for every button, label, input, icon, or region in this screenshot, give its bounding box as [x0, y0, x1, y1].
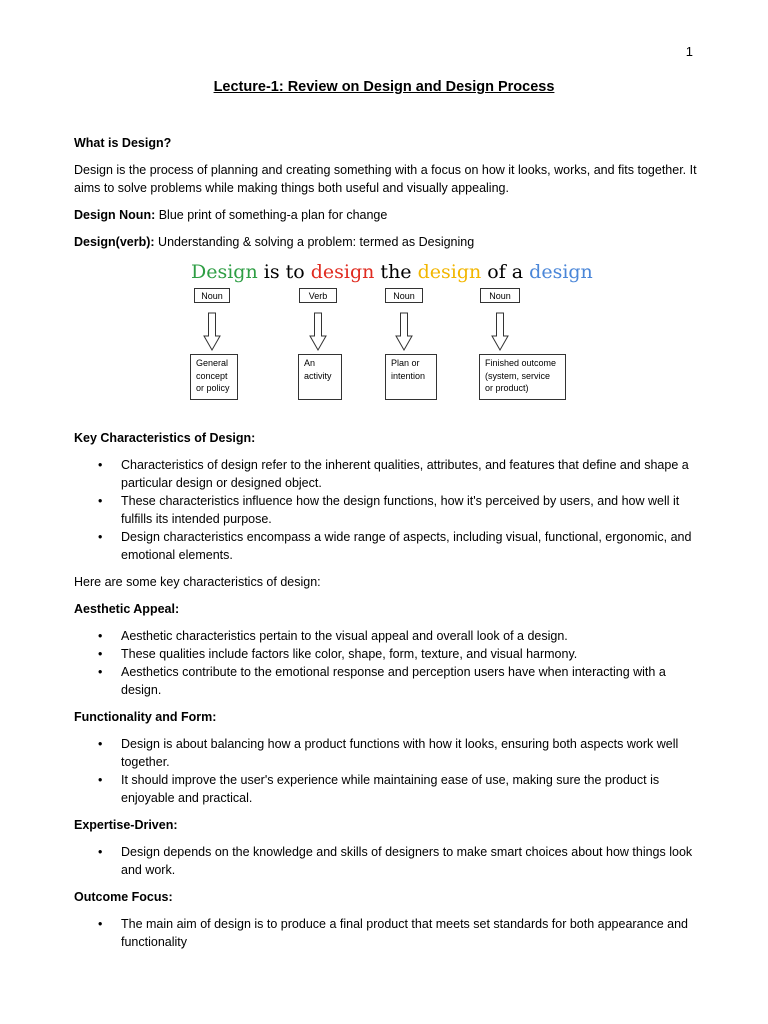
list-item-text: These qualities include factors like color, shape, form, texture, and visual harmony.: [121, 647, 578, 661]
design-diagram: [74, 260, 704, 420]
list-item: [74, 735, 704, 771]
bullet-icon: •: [98, 629, 103, 643]
list-item: [74, 456, 704, 492]
list-item: [74, 645, 704, 663]
diagram-title-word: design: [310, 261, 375, 283]
list-item: [74, 528, 704, 564]
list-item-text: Design characteristics encompass a wide range of aspects, including visual, functional, ergonomic, and emotional elements.: [121, 530, 692, 562]
diagram-title-word: Design: [191, 261, 258, 283]
outcome-focus-list: [74, 915, 704, 951]
down-arrow-icon: [308, 312, 328, 352]
diagram-label-box: Noun: [480, 288, 520, 303]
what-is-design-heading: What is Design?: [74, 136, 172, 150]
design-noun-label: Design Noun:: [74, 208, 156, 222]
bullet-icon: •: [98, 458, 103, 472]
diagram-title-word: design: [529, 261, 593, 283]
down-arrow-icon: [394, 312, 414, 352]
list-item-text: Aesthetic characteristics pertain to the visual appeal and overall look of a design.: [121, 629, 568, 643]
list-item: [74, 843, 704, 879]
diagram-label-box: Noun: [194, 288, 230, 303]
down-arrow-icon: [490, 312, 510, 352]
bullet-icon: •: [98, 530, 103, 544]
list-item: [74, 663, 704, 699]
diagram-label-box: Verb: [299, 288, 337, 303]
key-characteristics-intro: Here are some key characteristics of design:: [74, 575, 321, 589]
diagram-title-word: the: [374, 261, 418, 283]
functionality-form-heading: Functionality and Form:: [74, 710, 217, 724]
list-item: [74, 915, 704, 951]
page-title: Lecture-1: Review on Design and Design Process: [213, 79, 555, 95]
bullet-icon: •: [98, 773, 103, 787]
diagram-outcome-box: An activity: [298, 354, 342, 400]
bullet-icon: •: [98, 494, 103, 508]
page-number: 1: [685, 44, 693, 59]
functionality-form-list: [74, 735, 704, 807]
bullet-icon: •: [98, 737, 103, 751]
diagram-outcome-box: General concept or policy: [190, 354, 238, 400]
bullet-icon: •: [98, 845, 103, 859]
list-item-text: Design is about balancing how a product functions with how it looks, ensuring both aspects work well together.: [121, 737, 679, 769]
bullet-icon: •: [98, 665, 103, 679]
bullet-icon: •: [98, 647, 103, 661]
key-characteristics-heading: Key Characteristics of Design:: [74, 431, 256, 445]
down-arrow-icon: [202, 312, 222, 352]
diagram-outcome-box: Plan or intention: [385, 354, 437, 400]
design-verb-text: Understanding & solving a problem: termed as Designing: [154, 235, 475, 249]
what-is-design-text: Design is the process of planning and creating something with a focus on how it looks, works, and fits together. It aims to solve problems while making things both useful and visually appealing.: [74, 163, 697, 195]
outcome-focus-heading: Outcome Focus:: [74, 890, 173, 904]
design-noun-text: Blue print of something-a plan for change: [155, 208, 388, 222]
diagram-title-word: of a: [481, 261, 530, 283]
list-item-text: Design depends on the knowledge and skills of designers to make smart choices about how things look and work.: [121, 845, 693, 877]
list-item-text: It should improve the user's experience while maintaining ease of use, making sure the product is enjoyable and practical.: [121, 773, 660, 805]
list-item: [74, 492, 704, 528]
expertise-driven-heading: Expertise-Driven:: [74, 818, 178, 832]
aesthetic-appeal-list: [74, 627, 704, 699]
design-noun-definition: [74, 206, 704, 224]
diagram-outcome-box: Finished outcome (system, service or product): [479, 354, 566, 400]
bullet-icon: •: [98, 917, 103, 931]
design-verb-label: Design(verb):: [74, 235, 155, 249]
diagram-title-word: design: [417, 261, 482, 283]
diagram-title-word: is to: [257, 261, 311, 283]
diagram-title: [191, 260, 593, 284]
list-item-text: The main aim of design is to produce a final product that meets set standards for both appearance and functionality: [121, 917, 689, 949]
aesthetic-appeal-heading: Aesthetic Appeal:: [74, 602, 180, 616]
document-body: [74, 134, 704, 960]
list-item-text: Characteristics of design refer to the inherent qualities, attributes, and features that define and shape a particular design or designed object.: [121, 458, 689, 490]
list-item-text: These characteristics influence how the design functions, how it's perceived by users, and how well it fulfills its intended purpose.: [121, 494, 680, 526]
design-verb-definition: [74, 233, 704, 251]
expertise-driven-list: [74, 843, 704, 879]
diagram-label-box: Noun: [385, 288, 423, 303]
list-item: [74, 771, 704, 807]
key-characteristics-list: [74, 456, 704, 564]
list-item-text: Aesthetics contribute to the emotional response and perception users have when interacting with a design.: [121, 665, 666, 697]
list-item: [74, 627, 704, 645]
